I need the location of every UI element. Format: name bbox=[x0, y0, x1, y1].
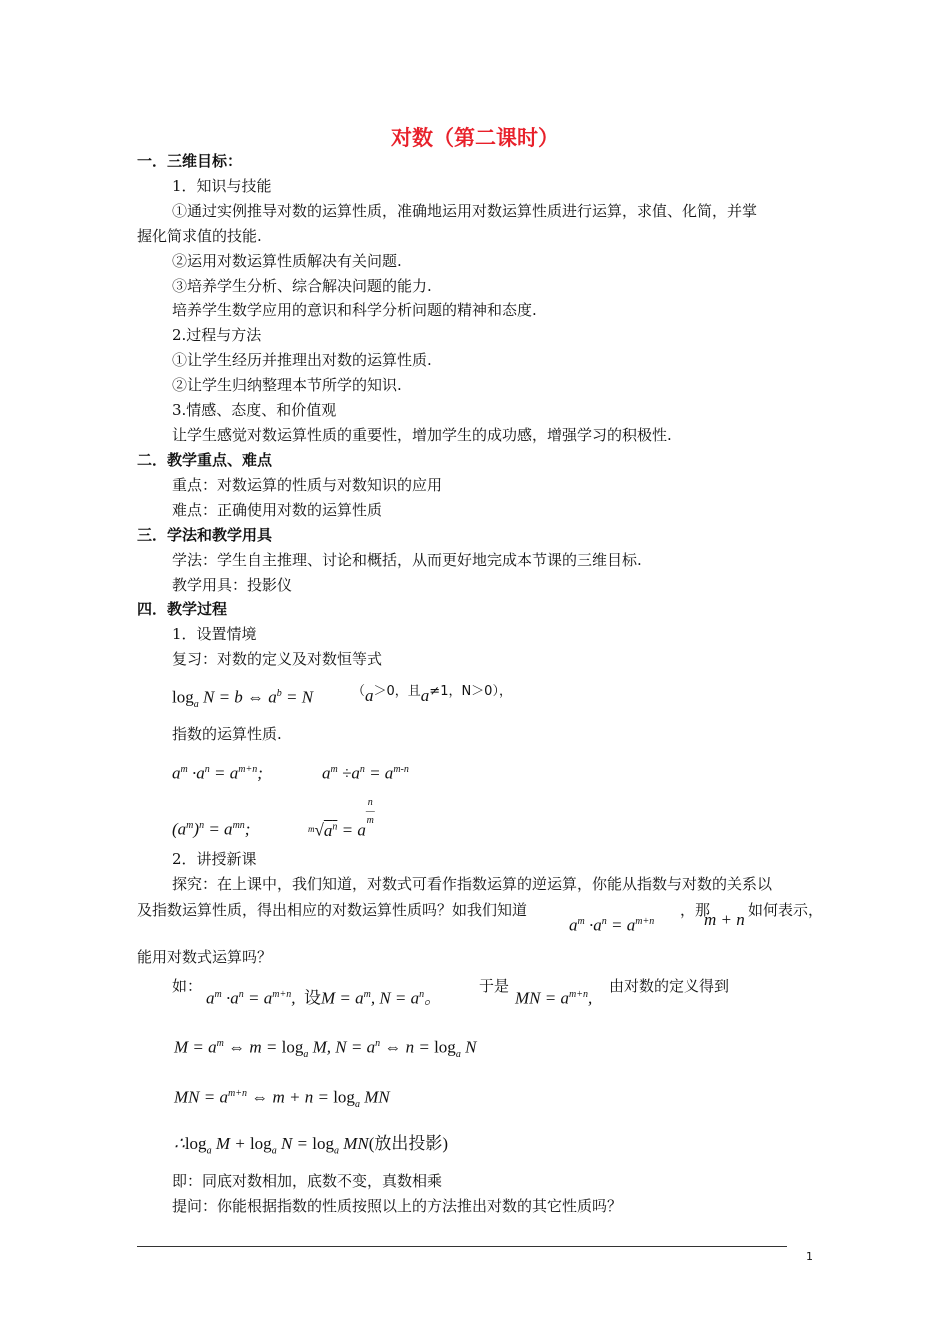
paragraph: 指数的运算性质. bbox=[172, 725, 282, 743]
section-heading-goals: 一．三维目标： bbox=[137, 152, 243, 170]
section-heading-focus: 二．教学重点、难点 bbox=[137, 451, 273, 469]
paragraph: ③培养学生分析、综合解决问题的能力. bbox=[172, 277, 432, 295]
subheading-process: 2.过程与方法 bbox=[172, 326, 262, 344]
paragraph: ①通过实例推导对数的运算性质，准确地运用对数运算性质进行运算，求值、化简，并掌 bbox=[172, 202, 758, 220]
subheading-values: 3.情感、态度、和价值观 bbox=[172, 401, 337, 419]
paragraph: 即：同底对数相加，底数不变，真数相乘 bbox=[172, 1172, 443, 1190]
formula-condition: （a＞0，且a≠1，N＞0）， bbox=[352, 684, 512, 705]
subheading-knowledge: 1．知识与技能 bbox=[172, 177, 272, 195]
paragraph: 如何表示， bbox=[748, 901, 824, 919]
subheading-setting: 1．设置情境 bbox=[172, 625, 257, 643]
section-heading-methods: 三．学法和教学用具 bbox=[137, 526, 273, 544]
label-example: 如： bbox=[172, 977, 203, 995]
formula-inline-exp-product: $a^m \cdot a^n = a^{m+n}$ bbox=[569, 915, 655, 935]
formula-log-definition: $\log_a N = b$ ⇔ $a^b = N$ bbox=[172, 687, 314, 711]
label-then: 于是 bbox=[479, 977, 510, 995]
paragraph: 提问：你能根据指数的性质按照以上的方法推出对数的其它性质吗？ bbox=[172, 1197, 623, 1215]
formula-exp-root: $^m√a^n = a^{n — m}$ bbox=[308, 797, 375, 840]
subheading-new-lesson: 2．讲授新课 bbox=[172, 850, 257, 868]
paragraph: 教学用具：投影仪 bbox=[172, 576, 293, 594]
formula-exp-power: $(a^m)^n = a^{mn}$; bbox=[172, 819, 251, 839]
paragraph: ，那 bbox=[680, 901, 711, 919]
paragraph: 难点：正确使用对数的运算性质 bbox=[172, 501, 383, 519]
formula-example-setup: $a^m \cdot a^n = a^{m+n}$, 设$M = a^m$, $N = a^n$。 bbox=[206, 988, 442, 1008]
footer-divider bbox=[137, 1246, 787, 1247]
formula-mn: MN = $a^{m+n}$, bbox=[515, 988, 593, 1008]
formula-log-product-rule: $\therefore\log_a$ $M + \log_a N = \log_a MN$(放出投影) bbox=[174, 1134, 449, 1157]
paragraph: 复习：对数的定义及对数恒等式 bbox=[172, 650, 383, 668]
paragraph: ②运用对数运算性质解决有关问题. bbox=[172, 252, 402, 270]
paragraph: 培养学生数学应用的意识和科学分析问题的精神和态度. bbox=[172, 301, 537, 319]
formula-exp-quotient: $a^m \div a^n = a^{m-n}$ bbox=[322, 763, 409, 783]
section-heading-process: 四．教学过程 bbox=[137, 600, 228, 618]
paragraph: 让学生感觉对数运算性质的重要性，增加学生的成功感，增强学习的积极性. bbox=[172, 426, 672, 444]
formula-exp-product: $a^m \cdot a^n = a^{m+n}$; bbox=[172, 763, 263, 783]
formula-inline-m-plus-n: m + n bbox=[704, 910, 745, 929]
paragraph: ②让学生归纳整理本节所学的知识. bbox=[172, 376, 402, 394]
paragraph: 由对数的定义得到 bbox=[609, 977, 730, 995]
paragraph: ①让学生经历并推理出对数的运算性质. bbox=[172, 351, 432, 369]
formula-m-n-logs: $M = a^m$ ⇔ $m = \log_a M$, $N = a^n$ ⇔ $n = \log_a N$ bbox=[174, 1037, 477, 1061]
page-title: 对数（第二课时） bbox=[391, 126, 559, 150]
page-number: 1 bbox=[806, 1250, 813, 1263]
paragraph: 探究：在上课中，我们知道，对数式可看作指数运算的逆运算，你能从指数与对数的关系以 bbox=[172, 875, 773, 893]
paragraph: 重点：对数运算的性质与对数知识的应用 bbox=[172, 476, 443, 494]
paragraph: 能用对数式运算吗？ bbox=[137, 948, 273, 966]
formula-mn-log: MN = $a^{m+n}$ ⇔ $m + n = \log_a$ MN bbox=[174, 1087, 390, 1111]
paragraph: 及指数运算性质，得出相应的对数运算性质吗？如我们知道 bbox=[137, 901, 528, 919]
paragraph: 握化简求值的技能. bbox=[137, 227, 262, 245]
paragraph: 学法：学生自主推理、讨论和概括，从而更好地完成本节课的三维目标. bbox=[172, 551, 642, 569]
